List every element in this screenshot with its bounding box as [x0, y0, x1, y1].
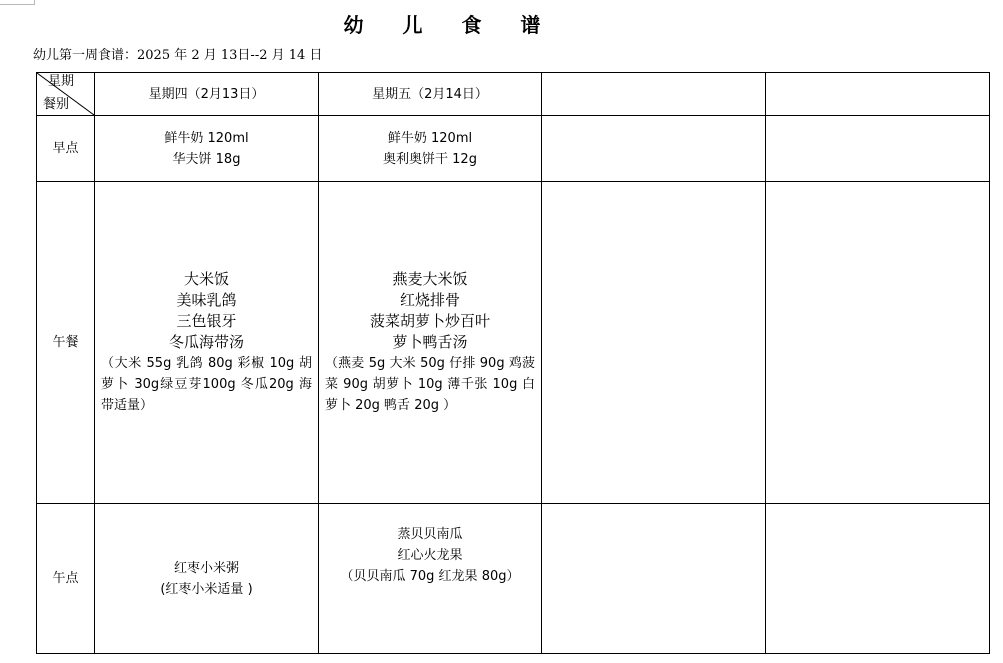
snack-fri-item: 红心火龙果 — [397, 548, 463, 563]
snack-fri-item: 蒸贝贝南瓜 — [397, 527, 463, 542]
meal-label-snack: 午点 — [37, 504, 95, 654]
lunch-thu — [95, 182, 319, 504]
menu-table — [36, 72, 990, 654]
day-header-thu: 星期四（2月13日） — [95, 73, 319, 116]
snack-fri-item: （贝贝南瓜 70g 红龙果 80g） — [340, 569, 520, 584]
lunch-thu-dish: 冬瓜海带汤 — [168, 333, 244, 351]
day-header-fri: 星期五（2月14日） — [319, 73, 542, 116]
lunch-fri-ingredients: （燕麦 5g 大米 50g 仔排 90g 鸡菠菜 90g 胡萝卜 10g 薄千张 10g 白萝卜 20g 鸭舌 20g ） — [325, 356, 535, 413]
snack-thu-item: (红枣小米适量 ) — [160, 581, 253, 597]
lunch-thu-dish: 美味乳鸽 — [176, 291, 237, 309]
snack-row — [37, 504, 990, 654]
meal-label-breakfast: 早点 — [37, 116, 95, 182]
day-header-empty-1 — [542, 73, 766, 116]
snack-thu-item: 红枣小米粥 — [173, 560, 239, 576]
snack-empty-1 — [542, 504, 766, 654]
meal-label-lunch: 午餐 — [37, 182, 95, 504]
breakfast-thu — [95, 116, 319, 182]
breakfast-fri-item: 鲜牛奶 120ml — [387, 130, 473, 146]
document-subtitle: 幼儿第一周食谱：2025 年 2 月 13日--2 月 14 日 — [33, 48, 323, 63]
header-corner-cell — [37, 73, 95, 116]
snack-thu — [95, 504, 319, 654]
lunch-empty-1 — [542, 182, 766, 504]
lunch-fri-dish: 燕麦大米饭 — [392, 270, 468, 288]
lunch-row — [37, 182, 990, 504]
lunch-thu-dish: 三色银牙 — [176, 312, 237, 330]
snack-empty-2 — [766, 504, 990, 654]
lunch-empty-2 — [766, 182, 990, 504]
lunch-fri-dish: 萝卜鸭舌汤 — [392, 333, 468, 351]
document-title: 幼 儿 食 谱 — [343, 13, 557, 37]
breakfast-empty-1 — [542, 116, 766, 182]
breakfast-fri-item: 奥利奥饼干 12g — [383, 151, 477, 167]
snack-fri — [319, 504, 542, 654]
header-row — [37, 73, 990, 116]
header-week-label: 星期 — [47, 74, 74, 89]
page-corner-mark — [0, 0, 35, 5]
breakfast-row — [37, 116, 990, 182]
lunch-fri-dish: 菠菜胡萝卜炒百叶 — [369, 312, 490, 330]
lunch-fri — [319, 182, 542, 504]
breakfast-fri — [319, 116, 542, 182]
day-header-empty-2 — [766, 73, 990, 116]
breakfast-thu-item: 鲜牛奶 120ml — [164, 130, 249, 146]
breakfast-empty-2 — [766, 116, 990, 182]
lunch-thu-ingredients: （大米 55g 乳鸽 80g 彩椒 10g 胡萝卜 30g绿豆芽100g 冬瓜20g 海带适量） — [101, 356, 312, 413]
header-meal-label: 餐别 — [43, 97, 70, 112]
lunch-thu-dish: 大米饭 — [183, 270, 229, 288]
breakfast-thu-item: 华夫饼 18g — [172, 151, 241, 167]
lunch-fri-dish: 红烧排骨 — [399, 291, 460, 309]
